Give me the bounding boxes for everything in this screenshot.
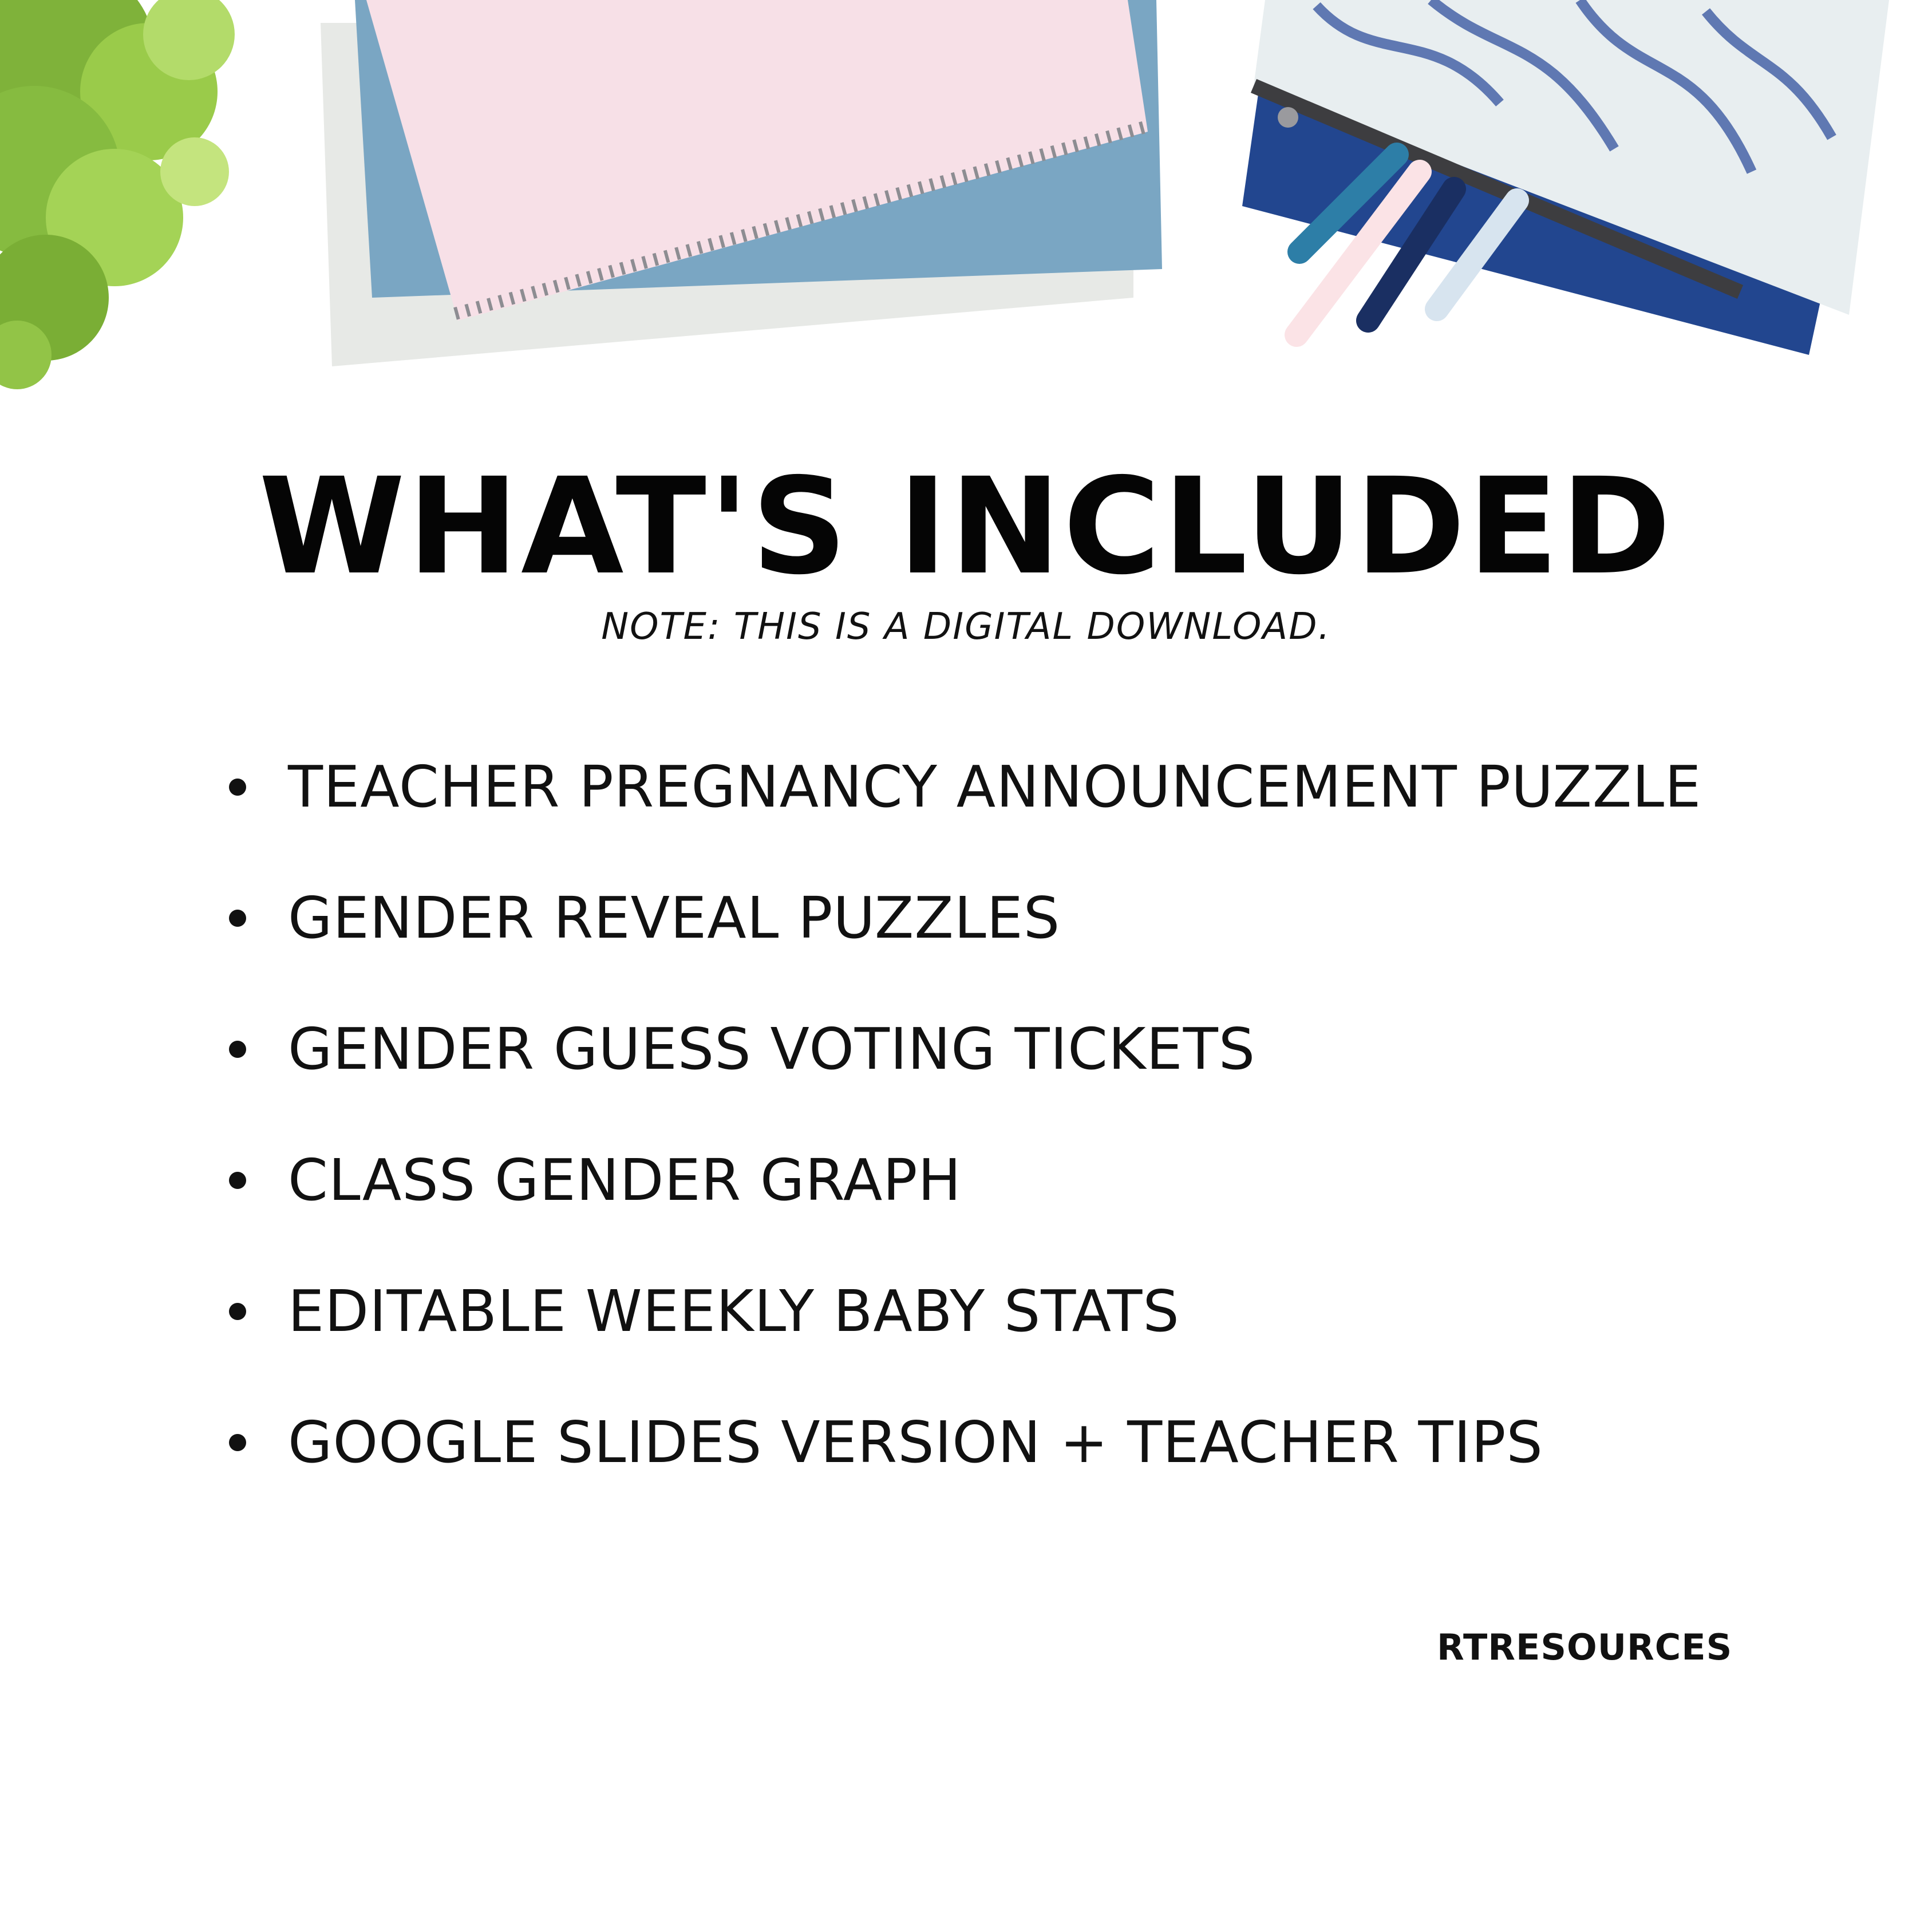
list-item-label: CLASS GENDER GRAPH bbox=[288, 1147, 962, 1214]
list-item bbox=[229, 1137, 1717, 1269]
list-item-label: GENDER REVEAL PUZZLES bbox=[288, 884, 1061, 951]
list-item bbox=[229, 744, 1717, 875]
page-title: WHAT'S INCLUDED bbox=[258, 449, 1674, 604]
bullet-icon bbox=[229, 1041, 246, 1058]
digital-download-note: NOTE: THIS IS A DIGITAL DOWNLOAD. bbox=[601, 606, 1331, 648]
list-item bbox=[229, 1400, 1717, 1531]
bullet-icon bbox=[229, 1172, 246, 1189]
bullet-icon bbox=[229, 779, 246, 796]
bullet-icon bbox=[229, 1434, 246, 1451]
list-item-label: TEACHER PREGNANCY ANNOUNCEMENT PUZZLE bbox=[288, 753, 1702, 820]
list-item-label: GOOGLE SLIDES VERSION + TEACHER TIPS bbox=[288, 1409, 1543, 1476]
brand-name: RTRESOURCES bbox=[1437, 1626, 1733, 1668]
desk-flatlay-illustration bbox=[0, 0, 1932, 401]
list-item bbox=[229, 1269, 1717, 1400]
header-photo bbox=[0, 0, 1932, 401]
list-item-label: EDITABLE WEEKLY BABY STATS bbox=[288, 1278, 1180, 1345]
bullet-icon bbox=[229, 1303, 246, 1320]
zipper-pull bbox=[1278, 107, 1298, 128]
included-items-list bbox=[229, 744, 1717, 1531]
list-item bbox=[229, 875, 1717, 1006]
list-item-label: GENDER GUESS VOTING TICKETS bbox=[288, 1016, 1256, 1082]
list-item bbox=[229, 1006, 1717, 1137]
bullet-icon bbox=[229, 910, 246, 927]
